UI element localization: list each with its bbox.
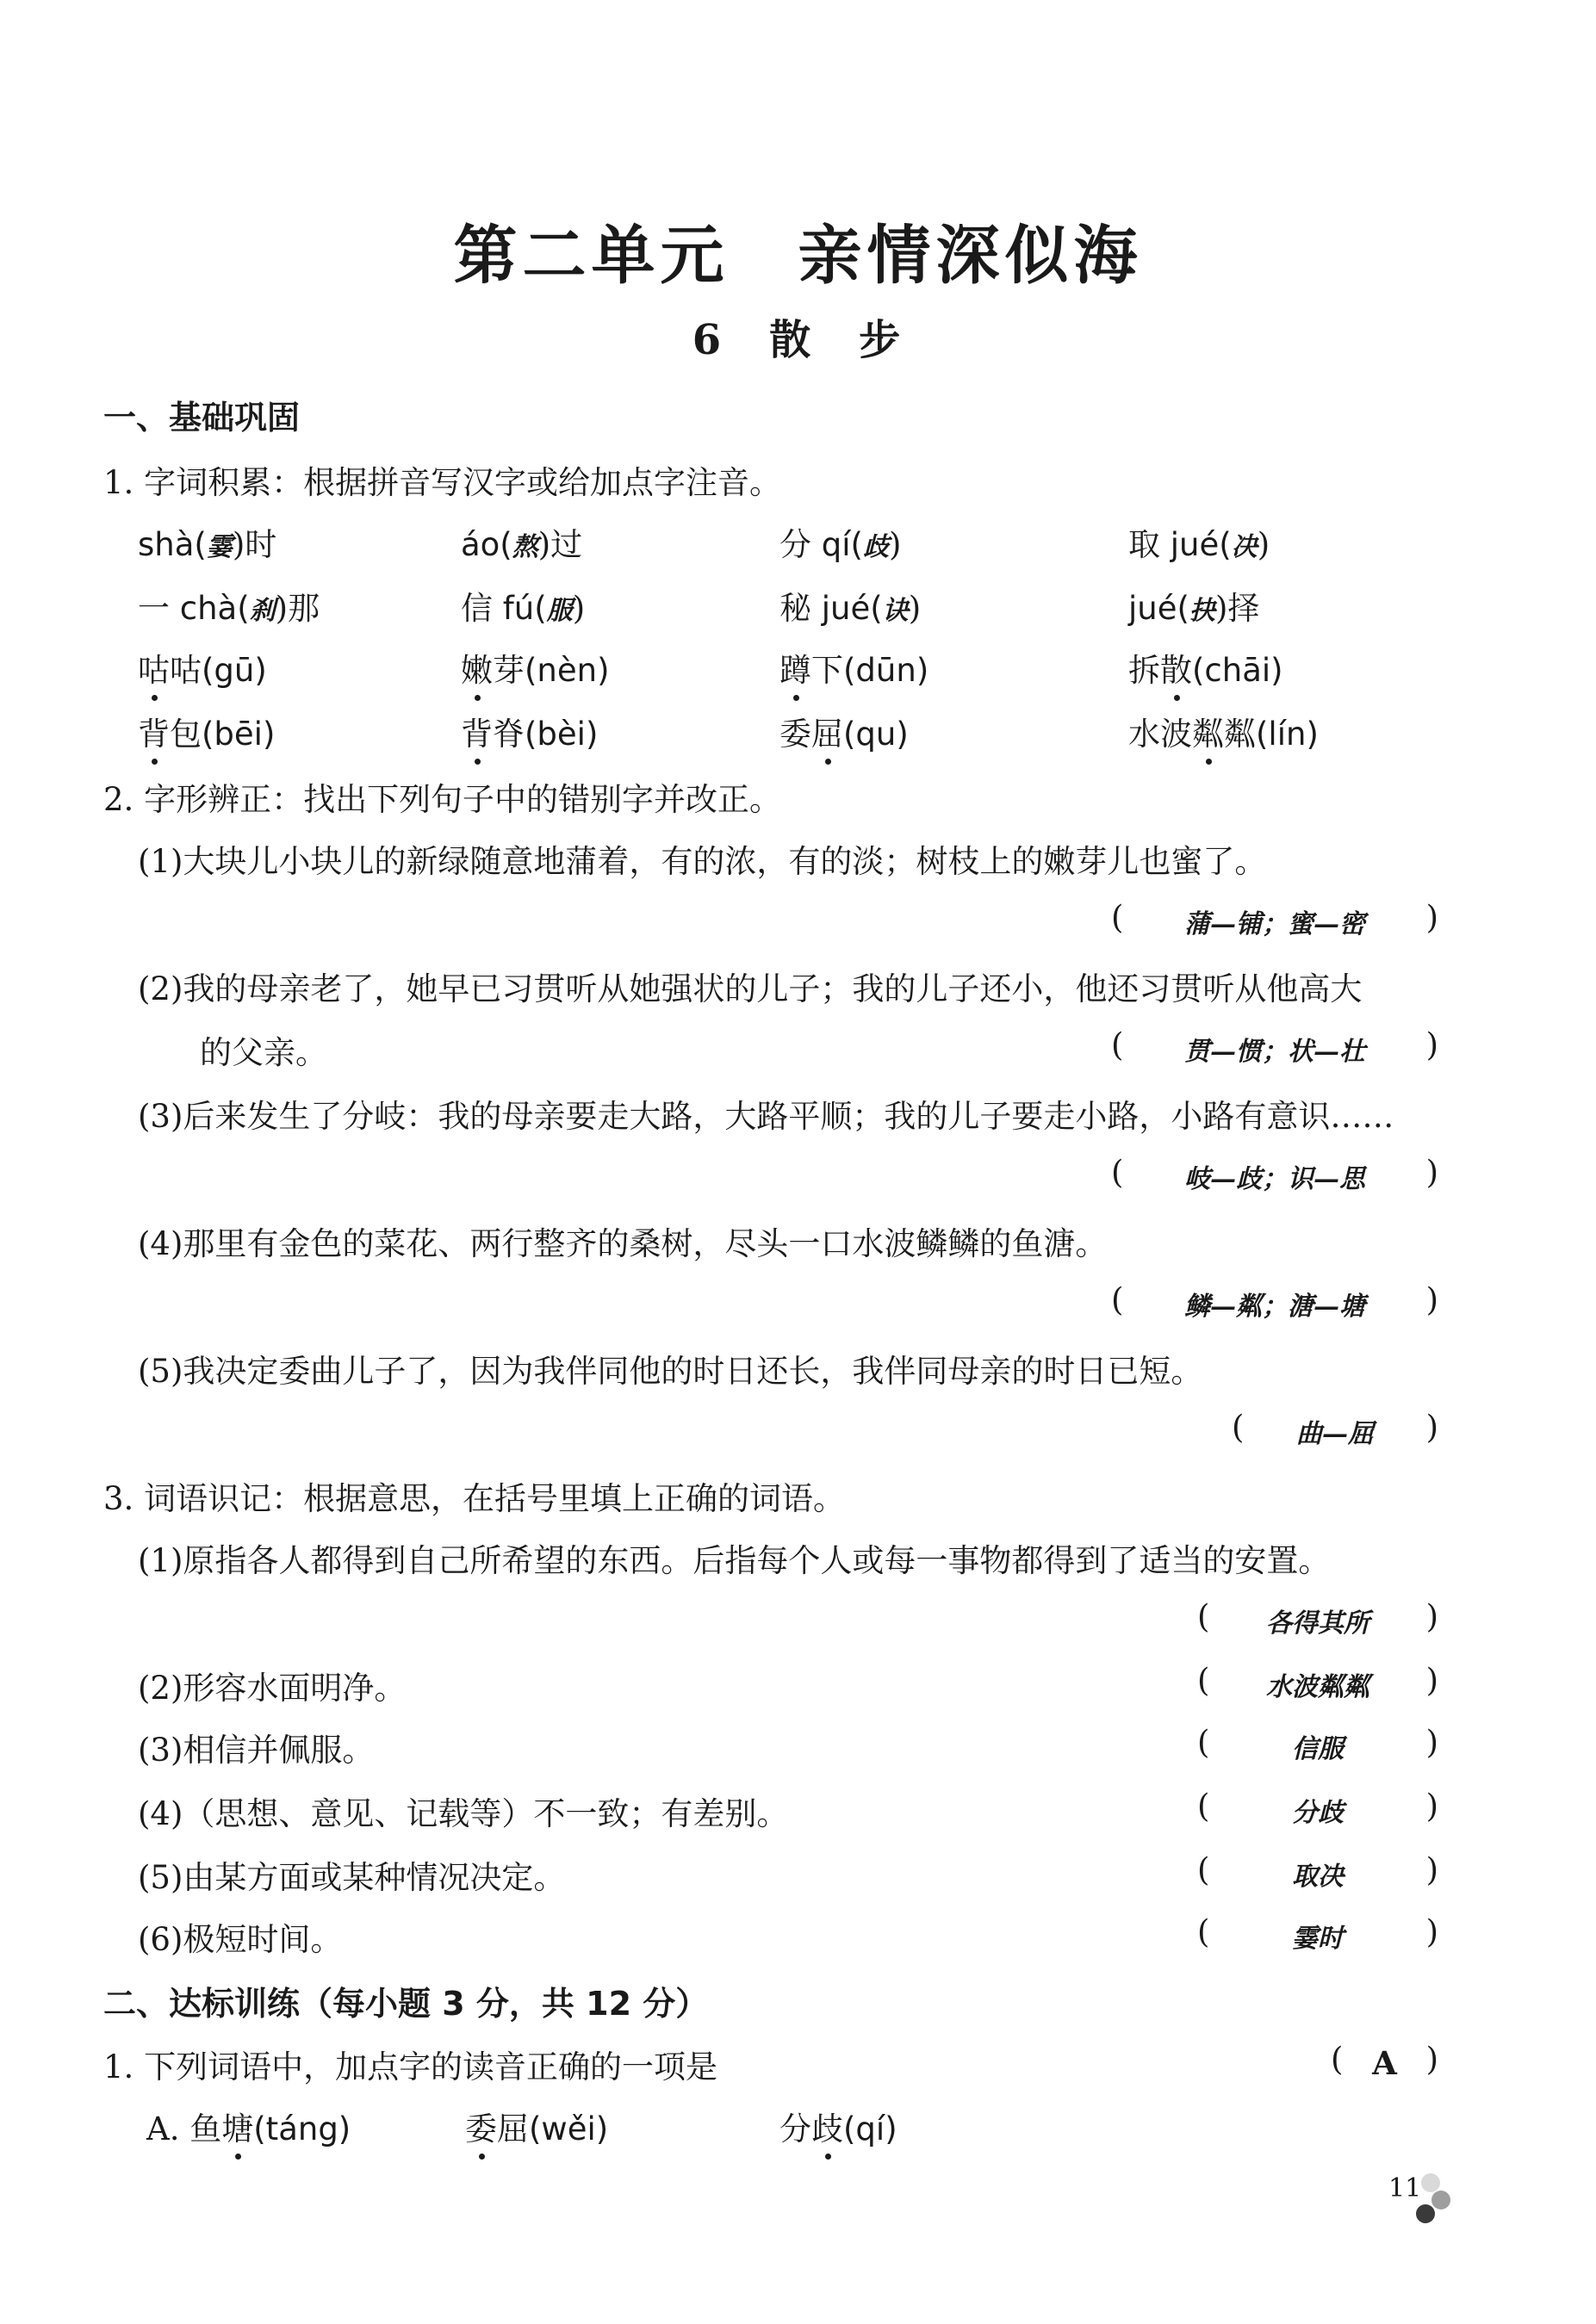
section1-heading: 一、基础巩固: [103, 399, 301, 437]
q2-answer: ( 岐—歧；识—思 ): [1111, 1154, 1438, 1194]
q3-item: (4)（思想、意见、记载等）不一致；有差别。: [138, 1795, 789, 1832]
q2-item: (5)我决定委曲儿子了，因为我伴同他的时日还长，我伴同母亲的时日已短。: [138, 1353, 1203, 1390]
q3-answer: ( 各得其所 ): [1197, 1598, 1438, 1639]
q2-item: (2)我的母亲老了，她早已习贯听从她强状的儿子；我的儿子还小，他还习贯听从他高大: [138, 970, 1363, 1007]
q1-cell: 背包(bēi): [138, 708, 275, 754]
q3-answer: ( 信服 ): [1197, 1724, 1438, 1764]
lesson-title: 6 散 步: [692, 316, 904, 364]
unit-title: 第二单元 亲情深似海: [453, 219, 1143, 293]
option: 分歧(qí): [779, 2103, 897, 2149]
q2-answer: ( 鳞—粼；溏—塘 ): [1111, 1281, 1438, 1322]
q3-answer: ( 分歧 ): [1197, 1788, 1438, 1828]
q1-cell: jué(抉)择: [1128, 590, 1260, 627]
q1-cell: 秘 jué(诀): [779, 590, 922, 627]
q3-item: (3)相信并佩服。: [138, 1732, 375, 1769]
q3-item: (1)原指各人都得到自己所希望的东西。后指每个人或每一事物都得到了适当的安置。: [138, 1542, 1331, 1579]
q1-cell: 信 fú(服): [461, 590, 586, 627]
q1-cell: 拆散(chāi): [1128, 644, 1283, 691]
q2-item: (3)后来发生了分岐：我的母亲要走大路，大路平顺；我的儿子要走小路，小路有意识……: [138, 1098, 1394, 1135]
q2-item: (4)那里有金色的菜花、两行整齐的桑树，尽头一口水波鳞鳞的鱼溏。: [138, 1225, 1108, 1262]
option: 委屈(wěi): [465, 2103, 608, 2149]
s2-q1-prompt: 1. 下列词语中，加点字的读音正确的一项是: [103, 2048, 718, 2085]
q3-item: (6)极短时间。: [138, 1921, 343, 1958]
option: A. 鱼塘(táng): [146, 2103, 351, 2149]
q1-cell: 嫩芽(nèn): [461, 644, 610, 691]
q1-prompt: 1. 字词积累：根据拼音写汉字或给加点字注音。: [103, 464, 782, 501]
page-number: 11: [1388, 2173, 1422, 2203]
q1-cell: 背脊(bèi): [461, 708, 598, 754]
q3-item: (5)由某方面或某种情况决定。: [138, 1859, 566, 1896]
q2-answer: ( 蒲—铺；蜜—密 ): [1111, 899, 1438, 939]
q3-answer: ( 霎时 ): [1197, 1913, 1438, 1954]
q1-cell: 分 qí(歧): [779, 526, 902, 563]
q3-answer: ( 取决 ): [1197, 1851, 1438, 1892]
q1-cell: 咕咕(gū): [138, 644, 267, 691]
q1-cell: 蹲下(dūn): [779, 644, 928, 691]
q2-answer: ( 贯—惯；状—壮 ): [1111, 1026, 1438, 1067]
q1-cell: áo(熬)过: [461, 526, 583, 563]
q2-item-cont: 的父亲。: [200, 1034, 327, 1071]
q1-cell: 水波粼粼(lín): [1128, 708, 1319, 754]
section2-heading: 二、达标训练（每小题 3 分，共 12 分）: [103, 1985, 709, 2023]
q1-cell: 取 jué(决): [1128, 526, 1270, 563]
q1-cell: 委屈(qu): [779, 708, 909, 754]
q1-cell: 一 chà(刹)那: [138, 590, 320, 627]
q3-prompt: 3. 词语识记：根据意思，在括号里填上正确的词语。: [103, 1480, 846, 1517]
q3-answer: ( 水波粼粼 ): [1197, 1662, 1438, 1702]
q2-answer: ( 曲—屈 ): [1232, 1409, 1438, 1449]
q3-item: (2)形容水面明净。: [138, 1670, 407, 1707]
s2-q1-answer: ( A ): [1331, 2041, 1438, 2082]
q1-cell: shà(霎)时: [138, 526, 277, 563]
q2-item: (1)大块儿小块儿的新绿随意地蒲着，有的浓，有的淡；树枝上的嫩芽儿也蜜了。: [138, 843, 1267, 880]
q2-prompt: 2. 字形辨正：找出下列句子中的错别字并改正。: [103, 781, 782, 818]
